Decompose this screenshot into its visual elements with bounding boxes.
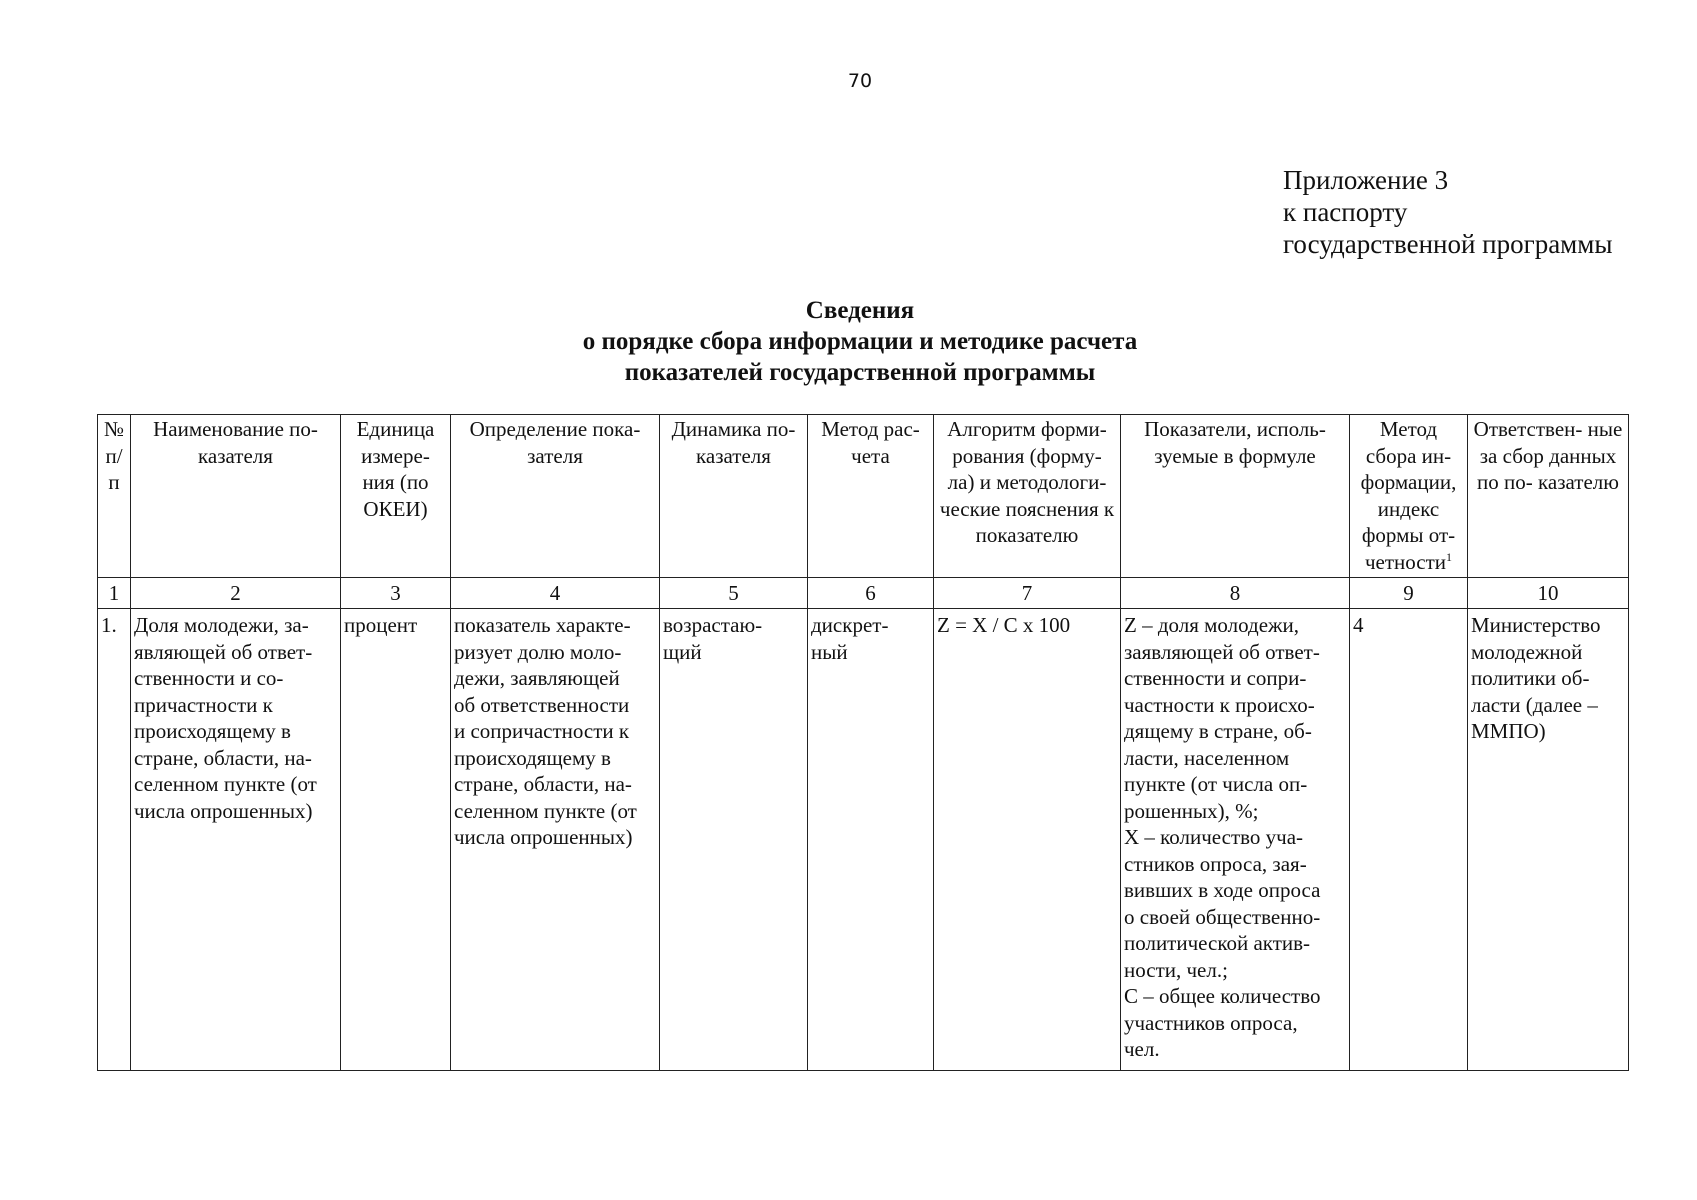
column-header: Алгоритм форми- рования (форму- ла) и методологи- ческие пояснения к показателю	[934, 415, 1121, 578]
cell-text-line: ризует долю моло-	[454, 639, 622, 664]
footnote-mark: 1	[1446, 549, 1453, 564]
cell-text-line: участников опроса,	[1124, 1010, 1298, 1035]
column-number: 10	[1468, 578, 1629, 609]
indicator-name	[131, 609, 341, 1071]
cell-text-line: дискрет-	[811, 613, 889, 637]
cell-text-line: об ответственности	[454, 692, 630, 717]
column-header: Ответствен- ные за сбор данных по по- казателю	[1468, 415, 1629, 578]
column-number: 9	[1350, 578, 1468, 609]
title-line: о порядке сбора информации и методике расчета	[582, 328, 1138, 355]
unit-of-measure: процент	[341, 609, 451, 1071]
column-header: Показатели, исполь- зуемые в формуле	[1121, 415, 1350, 578]
cell-text-line: политики об-	[1471, 666, 1590, 690]
column-header: № п/ п	[98, 415, 131, 578]
appendix-line: Приложение 3	[1283, 165, 1449, 195]
formula: Z = X / C x 100	[934, 609, 1121, 1071]
formula-indicators	[1121, 609, 1350, 1071]
cell-text-line: ственности и со-	[134, 666, 284, 690]
cell-text-line: селенном пункте (от	[454, 798, 637, 823]
cell-text-line: ный	[811, 639, 848, 664]
cell-text-line: происходящему в	[454, 745, 611, 770]
cell-text-line: стране, области, на-	[454, 772, 632, 796]
collection-method: 4	[1350, 609, 1468, 1071]
cell-text-line: С – общее количество	[1124, 984, 1321, 1008]
cell-text-line: числа опрошенных)	[454, 825, 633, 849]
appendix-note	[1283, 164, 1613, 260]
cell-text-line: являющей об ответ-	[134, 639, 313, 664]
cell-text-line: ственности и сопри-	[1124, 666, 1307, 690]
column-number: 8	[1121, 578, 1350, 609]
cell-text-line: политической актив-	[1124, 931, 1311, 955]
cell-text-line: Z – доля молодежи,	[1124, 613, 1300, 637]
cell-text-line: вивших в ходе опроса	[1124, 878, 1321, 902]
cell-text-line: дящему в стране, об-	[1124, 719, 1312, 743]
header-row	[98, 415, 1629, 578]
cell-text-line: возрастаю-	[663, 613, 763, 637]
document-title	[0, 295, 1697, 388]
column-header-text: Метод сбора ин- формации, индекс формы от- четности	[1360, 417, 1457, 574]
column-number: 5	[660, 578, 808, 609]
cell-text-line: ММПО)	[1471, 719, 1546, 743]
cell-text-line: причастности к	[134, 692, 273, 717]
column-header: Динамика по- казателя	[660, 415, 808, 578]
column-number: 7	[934, 578, 1121, 609]
page-number: 70	[847, 70, 873, 92]
cell-text-line: рошенных), %;	[1124, 798, 1259, 823]
cell-text-line: показатель характе-	[454, 613, 631, 637]
cell-text-line: частности к происхо-	[1124, 692, 1315, 717]
cell-text-line: молодежной	[1471, 639, 1583, 664]
indicator-dynamics	[660, 609, 808, 1071]
title-line: Сведения	[805, 297, 915, 324]
table-row	[98, 609, 1629, 1071]
cell-text-line: стране, области, на-	[134, 745, 312, 770]
responsible-party	[1468, 609, 1629, 1071]
cell-text-line: о своей общественно-	[1124, 904, 1321, 929]
column-number: 1	[98, 578, 131, 609]
column-header	[1350, 415, 1468, 578]
cell-text-line: и сопричастности к	[454, 719, 630, 743]
column-header: Метод рас- чета	[808, 415, 934, 578]
cell-text-line: Доля молодежи, за-	[134, 613, 309, 637]
cell-text-line: чел.	[1124, 1037, 1160, 1061]
column-number-row	[98, 578, 1629, 609]
column-header: Определение пока- зателя	[451, 415, 660, 578]
cell-text-line: щий	[663, 639, 702, 664]
cell-text-line: числа опрошенных)	[134, 798, 313, 823]
appendix-line: государственной программы	[1283, 229, 1613, 259]
column-number: 6	[808, 578, 934, 609]
cell-text-line: заявляющей об ответ-	[1124, 639, 1320, 664]
cell-text-line: пункте (от числа оп-	[1124, 772, 1308, 796]
column-header: Наименование по- казателя	[131, 415, 341, 578]
column-header: Единица измере- ния (по ОКЕИ)	[341, 415, 451, 578]
cell-text-line: дежи, заявляющей	[454, 666, 620, 690]
column-number: 3	[341, 578, 451, 609]
cell-text-line: Министерство	[1471, 613, 1601, 637]
cell-text-line: стников опроса, зая-	[1124, 851, 1307, 876]
indicator-definition	[451, 609, 660, 1071]
column-number: 4	[451, 578, 660, 609]
indicators-table	[97, 414, 1629, 1071]
cell-text-line: селенном пункте (от	[134, 772, 317, 796]
cell-text-line: происходящему в	[134, 719, 291, 743]
cell-text-line: ласти, населенном	[1124, 745, 1290, 770]
calculation-method	[808, 609, 934, 1071]
cell-text-line: X – количество уча-	[1124, 825, 1304, 849]
title-line: показателей государственной программы	[624, 359, 1096, 386]
cell-text-line: ласти (далее –	[1471, 692, 1598, 717]
appendix-line: к паспорту	[1283, 197, 1408, 227]
row-number: 1.	[98, 609, 131, 1071]
cell-text-line: ности, чел.;	[1124, 957, 1228, 982]
column-number: 2	[131, 578, 341, 609]
